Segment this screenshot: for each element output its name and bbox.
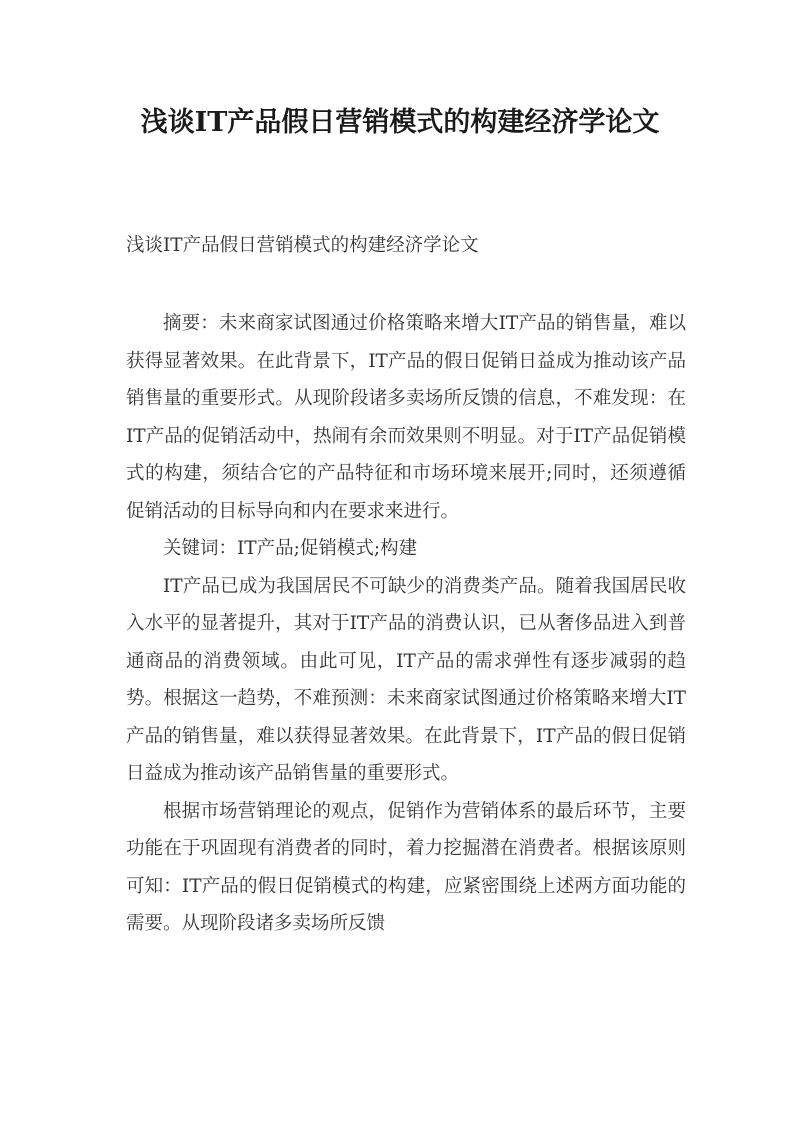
body-paragraph: IT产品已成为我国居民不可缺少的消费类产品。随着我国居民收入水平的显著提升，其对于IT产品的消费认识，已从奢侈品进入到普通商品的消费领域。由此可见，IT产品的需求弹性有逐步减弱的趋势。根据这一趋势，不难预测：未来商家试图通过价格策略来增大IT产品的销售量，难以获得显著效果。在此背景下，IT产品的假日促销日益成为推动该产品销售量的重要形式。 xyxy=(126,575,686,784)
keywords-line: 关键词：IT产品;促销模式;构建 xyxy=(163,538,418,559)
document-title: 浅谈IT产品假日营销模式的构建经济学论文 xyxy=(140,107,660,138)
document-body xyxy=(126,305,686,943)
abstract-paragraph: 摘要：未来商家试图通过价格策略来增大IT产品的销售量，难以获得显著效果。在此背景下，IT产品的假日促销日益成为推动该产品销售量的重要形式。从现阶段诸多卖场所反馈的信息，不难发现：在IT产品的促销活动中，热闹有余而效果则不明显。对于IT产品促销模式的构建，须结合它的产品特征和市场环境来展开;同时，还须遵循促销活动的目标导向和内在要求来进行。 xyxy=(126,313,686,522)
document-subtitle: 浅谈IT产品假日营销模式的构建经济学论文 xyxy=(126,235,479,256)
body-paragraph: 根据市场营销理论的观点，促销作为营销体系的最后环节，主要功能在于巩固现有消费者的同时，着力挖掘潜在消费者。根据该原则可知：IT产品的假日促销模式的构建，应紧密围绕上述两方面功能的需要。从现阶段诸多卖场所反馈 xyxy=(126,800,686,934)
